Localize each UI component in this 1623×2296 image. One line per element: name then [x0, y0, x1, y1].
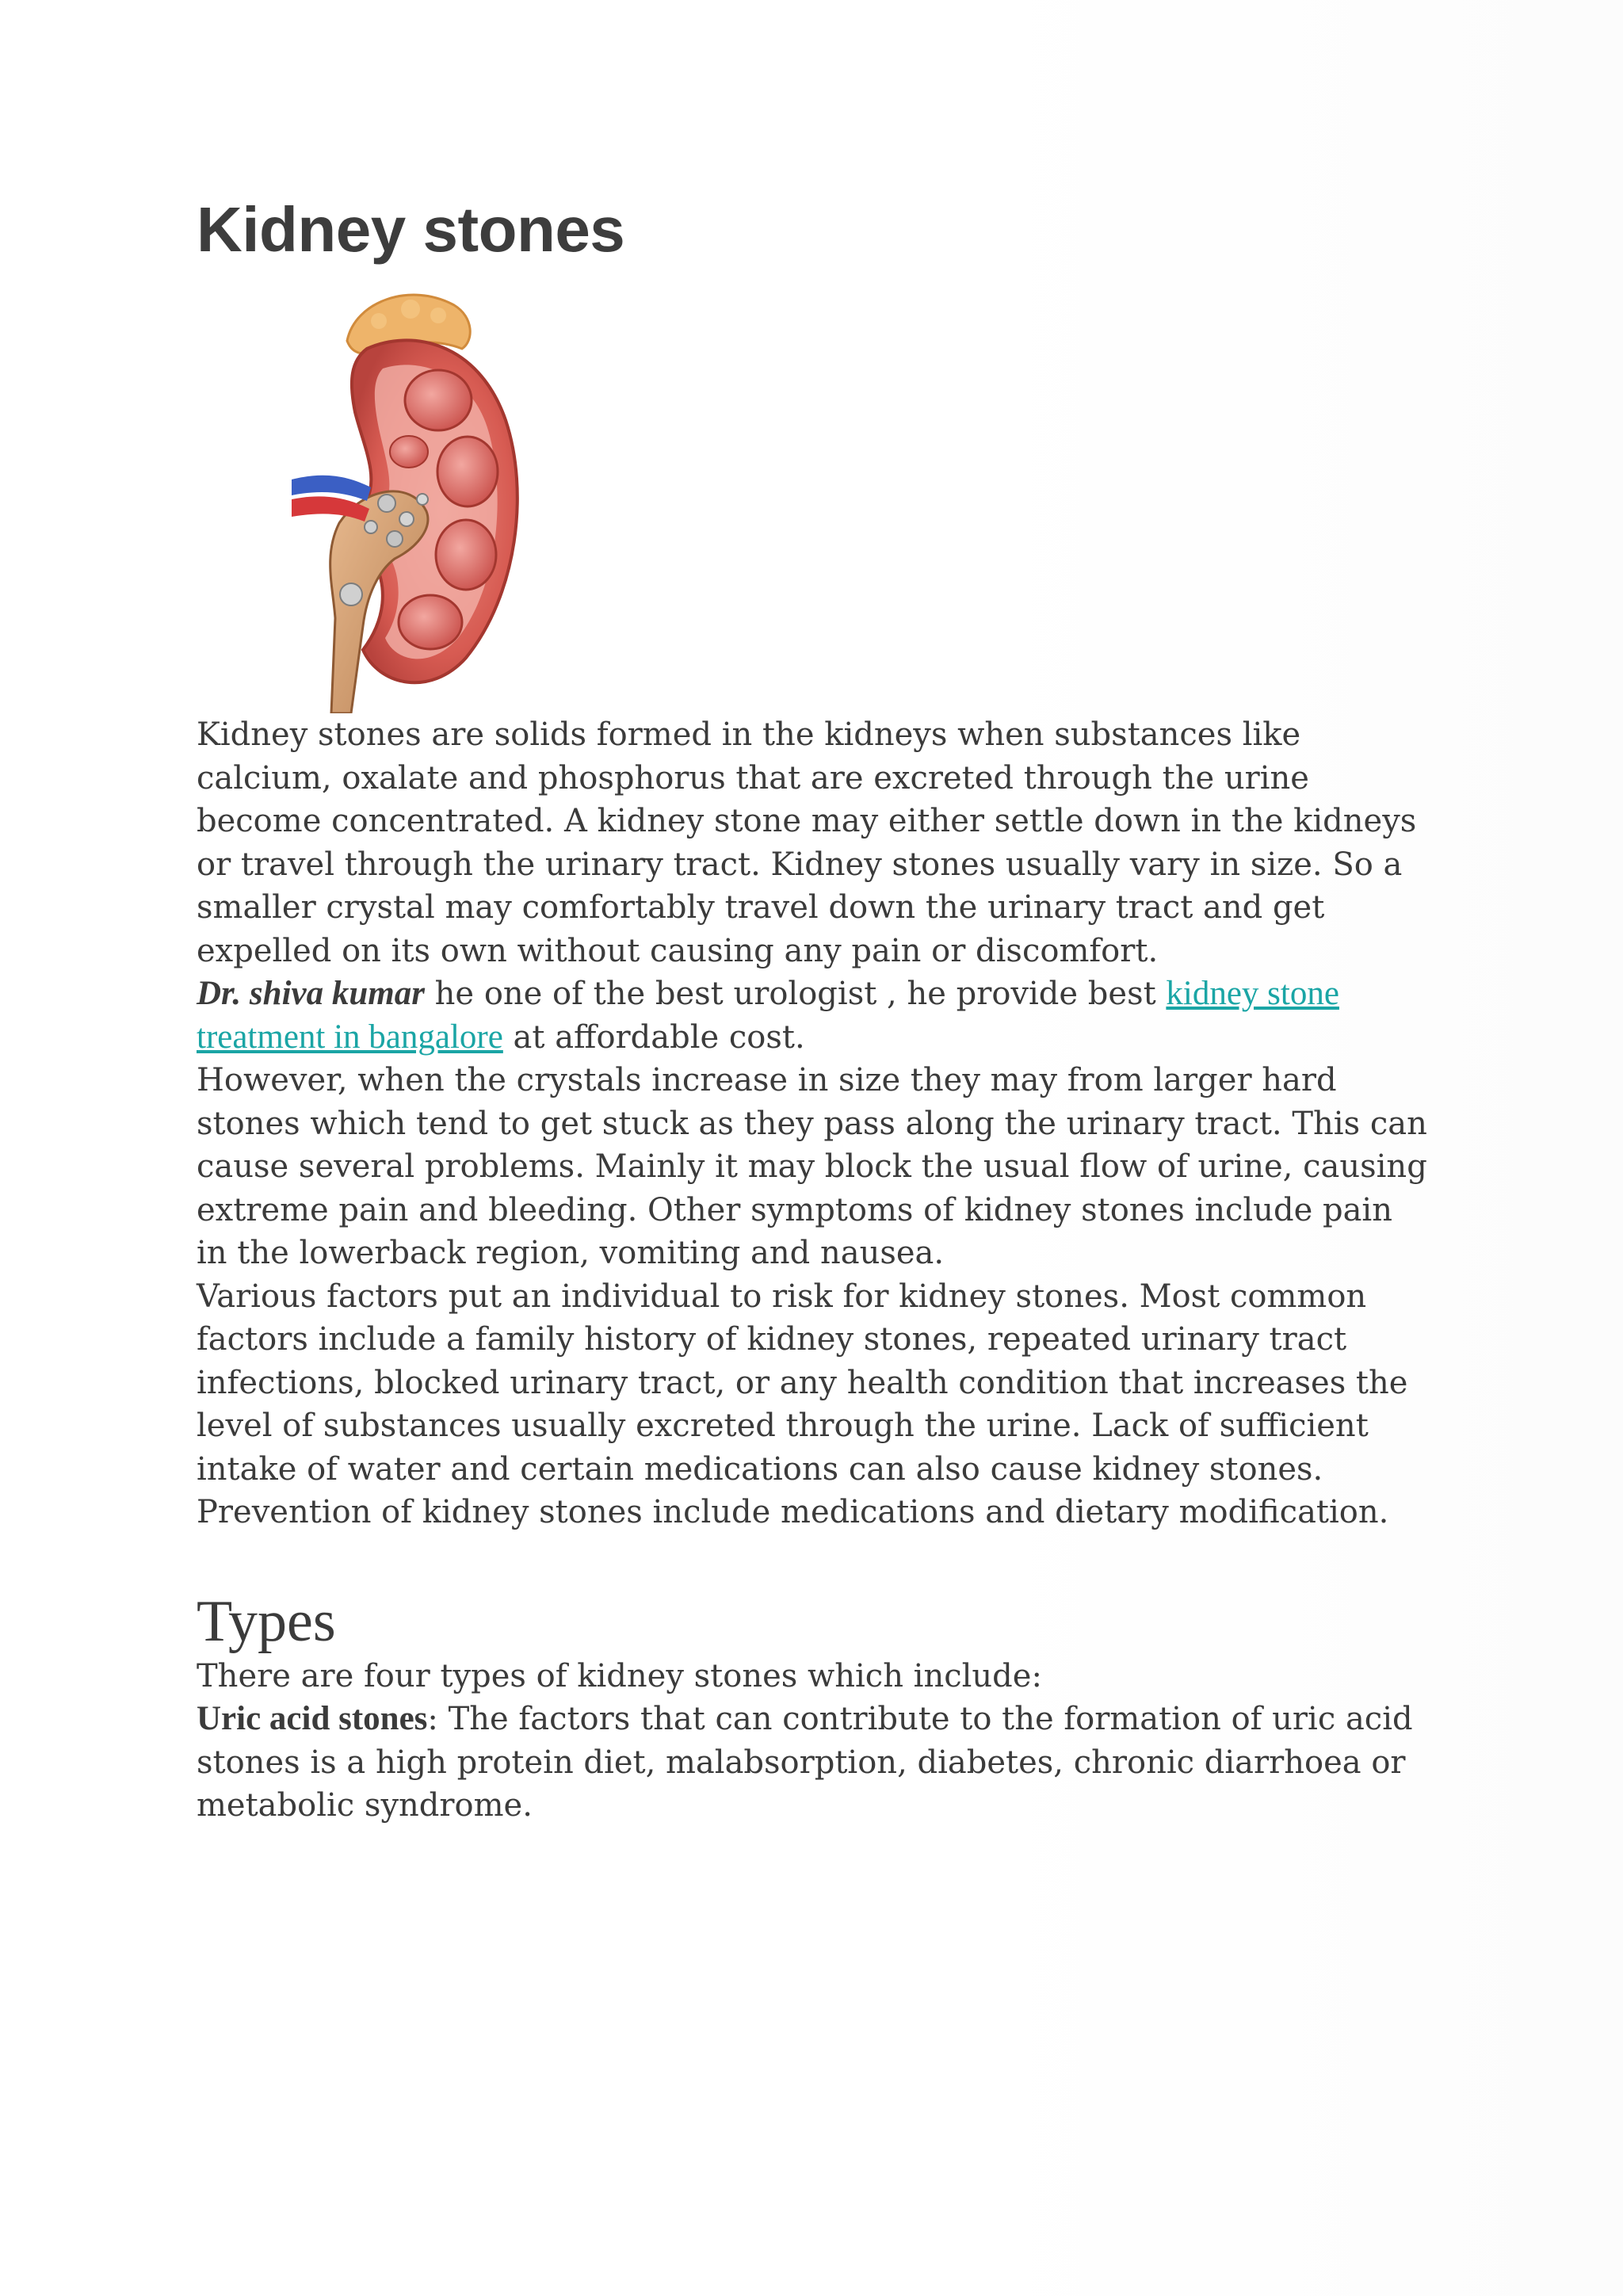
paragraph-uric-acid: [197, 1698, 1433, 1828]
treatment-link[interactable]: kidney stone treatment in bangalore: [197, 975, 1339, 1056]
kidney-illustration: [292, 285, 545, 713]
doctor-name: Dr. shiva kumar: [197, 975, 425, 1012]
types-heading: Types: [197, 1588, 336, 1654]
paragraph-doctor: [197, 972, 1433, 1275]
article-body: [197, 713, 1433, 1828]
uric-acid-label: Uric acid stones: [197, 1700, 428, 1737]
types-intro: There are four types of kidney stones which include:: [197, 1657, 1042, 1694]
paragraph-symptoms: However, when the crystals increase in size they may from larger hard stones which tend to get stuck as they pass along the urinary tract. This can cause several problems. Mainly it may block the usual flow of urine, causing extreme pain and bleeding. Other symptoms of kidney stones include pain in the lowerback region, vomiting and nausea.: [197, 1062, 1427, 1271]
doctor-text-end: at affordable cost.: [502, 1018, 805, 1056]
paragraph-intro: Kidney stones are solids formed in the kidneys when substances like calcium, oxalate and phosphorus that are excreted through the urine become concentrated. A kidney stone may either settle down in the kidneys or travel through the urinary tract. Kidney stones usually vary in size. So a smaller crystal may comfortably travel down the urinary tract and get expelled on its own without causing any pain or discomfort.: [197, 716, 1417, 969]
doctor-text: he one of the best urologist , he provide best: [424, 976, 1167, 1012]
paragraph-risk-factors: Various factors put an individual to risk for kidney stones. Most common factors include a family history of kidney stones, repeated urinary tract infections, blocked urinary tract, or any health condition that increases the level of substances usually excreted through the urine. Lack of sufficient intake of water and certain medications can also cause kidney stones. Prevention of kidney stones include medications and dietary modification.: [197, 1278, 1408, 1530]
uric-acid-text: : The factors that can contribute to the formation of uric acid stones is a high protein diet, malabsorption, diabetes, chronic diarrhoea or metabolic syndrome.: [197, 1701, 1413, 1824]
page-title: Kidney stones: [197, 194, 625, 265]
kidney-cross-section-icon: [292, 285, 545, 713]
document-content: [197, 190, 1433, 1828]
